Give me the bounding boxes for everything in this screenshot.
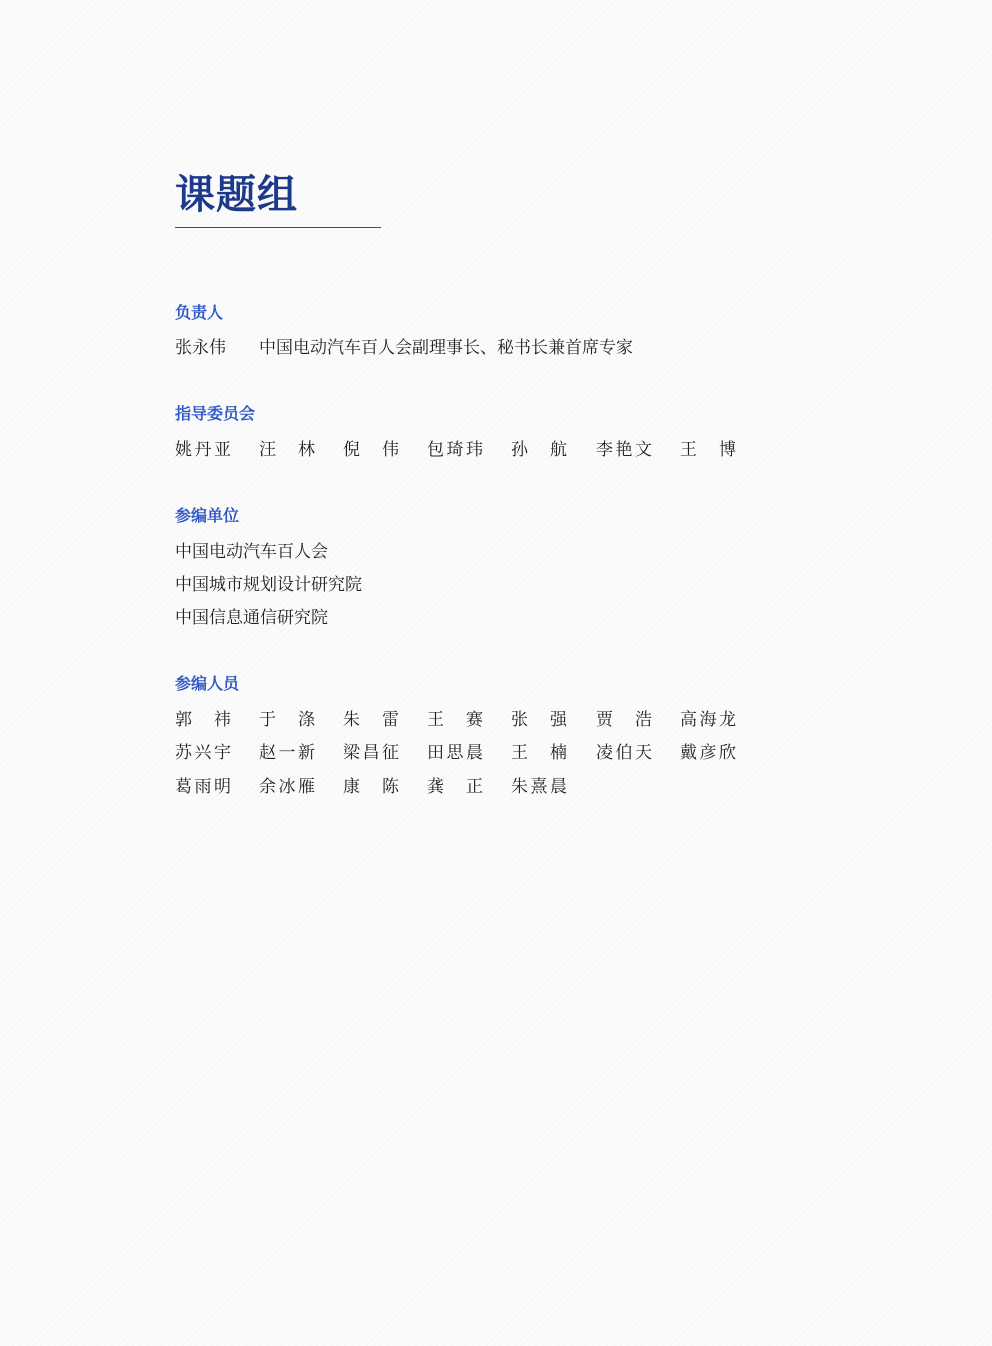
staff-member: 朱 熹 晨 [511, 777, 567, 797]
staff-member: 田 思 晨 [427, 743, 483, 763]
staff-member: 苏 兴 宇 [175, 743, 231, 763]
steering-member: 汪 林 [259, 440, 315, 460]
title-underline [175, 227, 381, 228]
staff-member: 梁 昌 征 [343, 743, 399, 763]
staff-member: 龚 正 [427, 777, 483, 797]
staff-member: 葛 雨 明 [175, 777, 231, 797]
staff-member: 高 海 龙 [680, 710, 736, 730]
unit-item: 中国信息通信研究院 [175, 608, 328, 628]
document-page [175, 0, 875, 1346]
staff-member: 郭 祎 [175, 710, 231, 730]
steering-member: 包 琦 玮 [427, 440, 483, 460]
staff-member: 凌 伯 天 [596, 743, 652, 763]
unit-item: 中国电动汽车百人会 [175, 542, 328, 562]
staff-row [175, 708, 795, 732]
steering-member: 姚 丹 亚 [175, 440, 231, 460]
steering-member: 孙 航 [511, 440, 567, 460]
staff-member: 王 赛 [427, 710, 483, 730]
leader-row [175, 336, 795, 360]
units-heading: 参编单位 [175, 506, 240, 525]
staff-member: 贾 浩 [596, 710, 652, 730]
page-title: 课题组 [175, 172, 298, 218]
leader-heading: 负责人 [175, 303, 224, 322]
staff-member: 赵 一 新 [259, 743, 315, 763]
steering-member: 李 艳 文 [596, 440, 652, 460]
staff-member: 王 楠 [511, 743, 567, 763]
staff-row [175, 741, 795, 765]
steering-member: 王 博 [680, 440, 736, 460]
leader-name: 张永伟 [175, 338, 226, 358]
steering-heading: 指导委员会 [175, 404, 256, 423]
staff-member: 余 冰 雁 [259, 777, 315, 797]
staff-row [175, 775, 795, 799]
staff-member: 张 强 [511, 710, 567, 730]
steering-row [175, 438, 795, 462]
staff-member: 于 涤 [259, 710, 315, 730]
staff-member: 戴 彦 欣 [680, 743, 736, 763]
leader-position: 中国电动汽车百人会副理事长、秘书长兼首席专家 [259, 338, 633, 358]
staff-heading: 参编人员 [175, 674, 240, 693]
staff-member: 朱 雷 [343, 710, 399, 730]
unit-item: 中国城市规划设计研究院 [175, 575, 362, 595]
steering-member: 倪 伟 [343, 440, 399, 460]
staff-member: 康 陈 [343, 777, 399, 797]
